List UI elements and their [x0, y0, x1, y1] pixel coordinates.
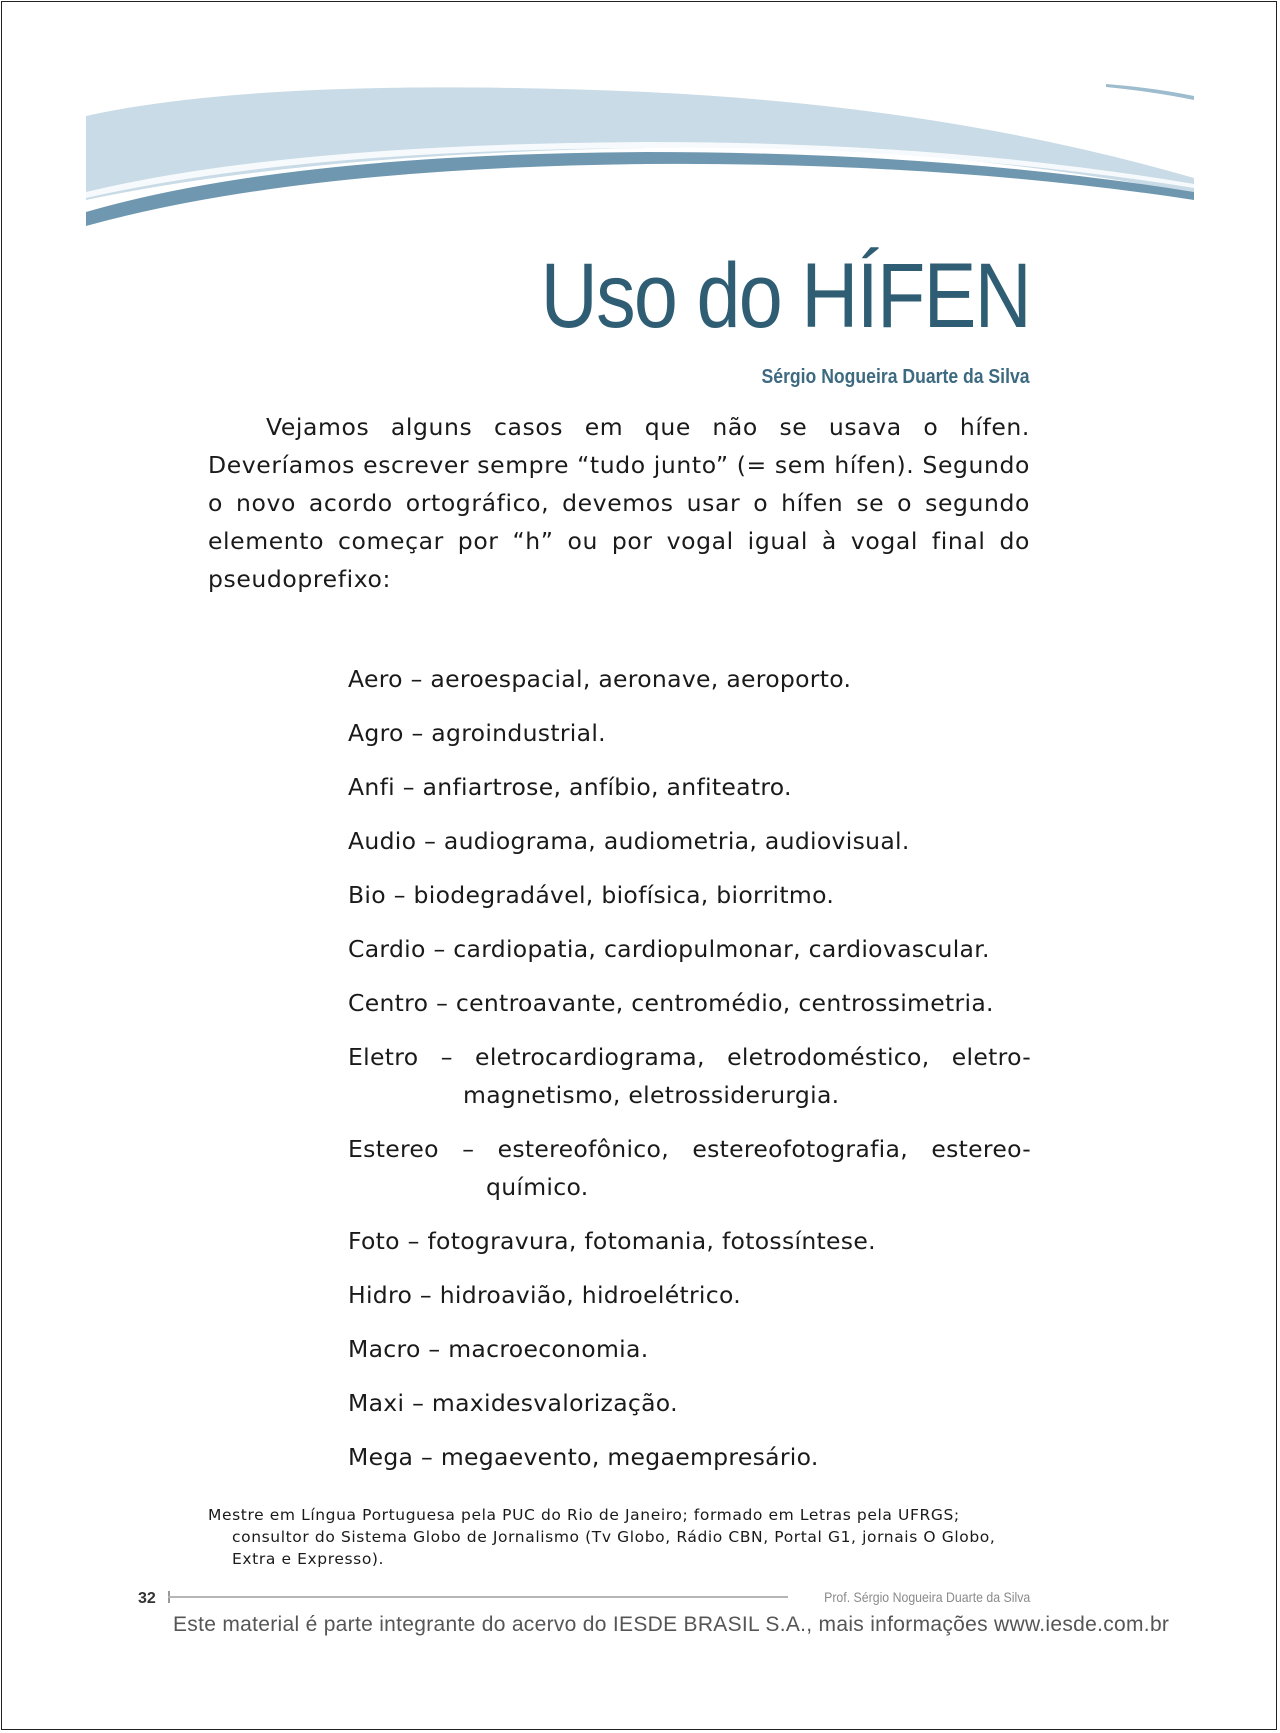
- list-item: Macro – macroeconomia.: [348, 1335, 649, 1363]
- list-item: Aero – aeroespacial, aeronave, aeroporto.: [348, 665, 852, 693]
- list-item: [348, 1130, 1031, 1206]
- header-wave-decoration: [86, 84, 1196, 234]
- list-item: Maxi – maxidesvalorização.: [348, 1389, 678, 1417]
- footnote-line: Extra e Expresso).: [232, 1550, 385, 1568]
- running-author: Prof. Sérgio Nogueira Duarte da Silva: [823, 1589, 1030, 1605]
- list-item-continuation: químico.: [486, 1173, 589, 1201]
- list-item: Agro – agroindustrial.: [348, 719, 606, 747]
- list-item: Bio – biodegradável, biofísica, biorritmo.: [348, 881, 835, 909]
- list-item-line: Eletro – eletrocardiograma, eletrodoméstico, eletro-: [348, 1043, 1031, 1071]
- list-item: Anfi – anfiartrose, anfíbio, anfiteatro.: [348, 773, 792, 801]
- page-title: Uso do HÍFEN: [540, 245, 1030, 347]
- intro-paragraph: Vejamos alguns casos em que não se usava o hífen. Deveríamos escrever sempre “tudo junto” (= sem hífen). Segundo o novo acordo ortográfico, devemos usar o hífen se o segundo elemento começar por “h” ou por vogal igual à vogal final do pseudoprefixo:: [208, 413, 1030, 593]
- list-item: Centro – centroavante, centromédio, centrossimetria.: [348, 989, 994, 1017]
- list-item: Mega – megaevento, megaempresário.: [348, 1443, 819, 1471]
- footnote: [208, 1504, 1030, 1570]
- list-item: Hidro – hidroavião, hidroelétrico.: [348, 1281, 742, 1309]
- copyright-notice: Este material é parte integrante do acervo do IESDE BRASIL S.A., mais informações www.iesde.com.br: [173, 1613, 1170, 1636]
- author-name: Sérgio Nogueira Duarte da Silva: [762, 366, 1030, 388]
- list-item: Audio – audiograma, audiometria, audiovisual.: [348, 827, 910, 855]
- list-item: [348, 1038, 1031, 1114]
- list-item-line: Estereo – estereofônico, estereofotografia, estereo-: [348, 1135, 1031, 1163]
- footnote-line: Mestre em Língua Portuguesa pela PUC do Rio de Janeiro; formado em Letras pela UFRGS;: [208, 1506, 960, 1524]
- list-item: Foto – fotogravura, fotomania, fotossíntese.: [348, 1227, 876, 1255]
- page-number: 32: [138, 1590, 156, 1607]
- list-item: Cardio – cardiopatia, cardiopulmonar, cardiovascular.: [348, 935, 990, 963]
- footnote-line: consultor do Sistema Globo de Jornalismo (Tv Globo, Rádio CBN, Portal G1, jornais O Globo,: [232, 1528, 996, 1546]
- prefix-list: [348, 660, 1031, 1492]
- footer-rule: [168, 1596, 788, 1598]
- list-item-continuation: magnetismo, eletrossiderurgia.: [463, 1081, 840, 1109]
